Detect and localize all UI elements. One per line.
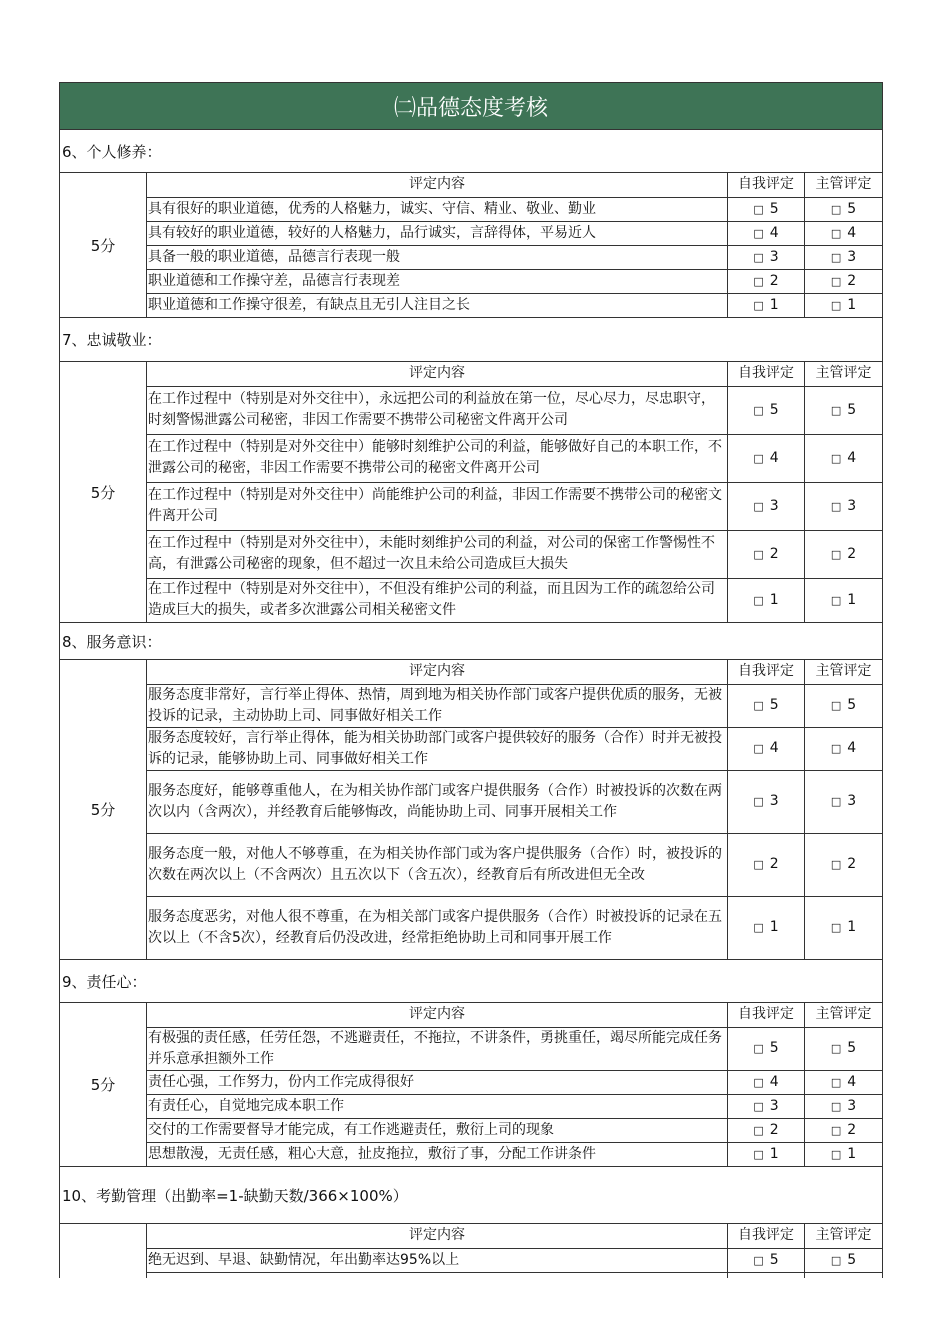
col-header-manager: 主管评定 bbox=[805, 173, 883, 197]
evaluation-sheet bbox=[59, 82, 883, 1297]
checkbox-icon[interactable]: □ bbox=[830, 451, 842, 465]
section-block bbox=[59, 362, 883, 623]
checkbox-icon[interactable]: □ bbox=[753, 795, 764, 808]
checkbox-icon[interactable]: □ bbox=[830, 921, 842, 935]
checkbox-icon[interactable]: □ bbox=[830, 1253, 842, 1267]
criteria-text: 服务态度一般，对他人不够尊重，在为相关协作部门或为客户提供服务（合作）时，被投诉的次数在两次以上（不含两次）且五次以下（含五次），经教育后有所改进但无全改 bbox=[147, 833, 728, 896]
section-title: 6、个人修养： bbox=[59, 130, 883, 173]
self-rating-option[interactable]: □ 1 bbox=[728, 896, 805, 959]
checkbox-icon[interactable]: □ bbox=[753, 226, 764, 240]
checkbox-icon[interactable]: □ bbox=[753, 1123, 764, 1137]
manager-rating-option[interactable]: □ 1 bbox=[805, 293, 883, 317]
checkbox-icon[interactable]: □ bbox=[753, 1253, 764, 1267]
checkbox-icon[interactable]: □ bbox=[753, 298, 764, 312]
col-header-content: 评定内容 bbox=[147, 173, 728, 197]
criteria-text: 在工作过程中（特别是对外交往中）能够时刻维护公司的利益，能够做好自己的本职工作，不泄露公司的秘密，非因工作需要不携带公司的秘密文件离开公司 bbox=[147, 434, 728, 482]
checkbox-icon[interactable]: □ bbox=[830, 1075, 842, 1089]
section-block bbox=[59, 1003, 883, 1167]
checkbox-icon[interactable]: □ bbox=[753, 403, 764, 417]
section-title: 10、考勤管理（出勤率=1-缺勤天数/366×100%） bbox=[59, 1167, 883, 1224]
criteria-text: 职业道德和工作操守差，品德言行表现差 bbox=[147, 269, 728, 293]
checkbox-icon[interactable]: □ bbox=[830, 1099, 842, 1113]
criteria-text: 在工作过程中（特别是对外交往中），不但没有维护公司的利益，而且因为工作的疏忽给公司造成巨大的损失，或者多次泄露公司相关秘密文件 bbox=[147, 578, 728, 622]
manager-rating-option[interactable]: □ 4 bbox=[805, 221, 883, 245]
criteria-table bbox=[147, 1003, 882, 1166]
checkbox-icon[interactable]: □ bbox=[830, 226, 842, 240]
col-header-self: 自我评定 bbox=[728, 660, 805, 684]
manager-rating-option[interactable]: □ 2 bbox=[805, 1118, 883, 1142]
criteria-text: 服务态度较好，言行举止得体，能为相关协助部门或客户提供较好的服务（合作）时并无被投诉的记录，能够协助上司、同事做好相关工作 bbox=[147, 727, 728, 770]
self-rating-option[interactable]: □ 4 bbox=[728, 1070, 805, 1094]
self-rating-option[interactable]: □ 1 bbox=[728, 293, 805, 317]
checkbox-icon[interactable]: □ bbox=[830, 1042, 842, 1055]
self-rating-option[interactable]: □ 5 bbox=[728, 1248, 805, 1272]
manager-rating-option[interactable]: □ 2 bbox=[805, 269, 883, 293]
checkbox-icon[interactable]: □ bbox=[753, 858, 764, 871]
manager-rating-option[interactable]: □ 2 bbox=[805, 833, 883, 896]
score-cell: 5分 bbox=[60, 660, 147, 959]
section-title: 9、责任心： bbox=[59, 960, 883, 1003]
checkbox-icon[interactable]: □ bbox=[830, 795, 842, 808]
col-header-self: 自我评定 bbox=[728, 362, 805, 386]
col-header-self: 自我评定 bbox=[728, 173, 805, 197]
checkbox-icon[interactable]: □ bbox=[753, 1147, 764, 1161]
manager-rating-option[interactable]: □ 4 bbox=[805, 727, 883, 770]
col-header-self: 自我评定 bbox=[728, 1003, 805, 1027]
col-header-manager: 主管评定 bbox=[805, 660, 883, 684]
checkbox-icon[interactable]: □ bbox=[753, 742, 764, 755]
page-bottom-margin bbox=[0, 1278, 950, 1344]
criteria-text: 思想散漫，无责任感，粗心大意，扯皮拖拉，敷衍了事，分配工作讲条件 bbox=[147, 1142, 728, 1166]
section-title: 8、服务意识： bbox=[59, 623, 883, 660]
col-header-manager: 主管评定 bbox=[805, 1224, 883, 1248]
manager-rating-option[interactable]: □ 3 bbox=[805, 245, 883, 269]
checkbox-icon[interactable]: □ bbox=[753, 1075, 764, 1089]
checkbox-icon[interactable]: □ bbox=[753, 499, 764, 513]
checkbox-icon[interactable]: □ bbox=[753, 274, 764, 288]
criteria-text: 具备一般的职业道德，品德言行表现一般 bbox=[147, 245, 728, 269]
col-header-manager: 主管评定 bbox=[805, 362, 883, 386]
criteria-table bbox=[147, 660, 882, 959]
checkbox-icon[interactable]: □ bbox=[753, 1099, 764, 1113]
checkbox-icon[interactable]: □ bbox=[830, 298, 842, 312]
criteria-text: 有极强的责任感，任劳任怨，不逃避责任，不拖拉，不讲条件，勇挑重任，竭尽所能完成任务并乐意承担额外工作 bbox=[147, 1027, 728, 1070]
checkbox-icon[interactable]: □ bbox=[830, 858, 842, 871]
self-rating-option[interactable]: □ 4 bbox=[728, 221, 805, 245]
self-rating-option[interactable]: □ 5 bbox=[728, 197, 805, 221]
checkbox-icon[interactable]: □ bbox=[753, 1042, 764, 1055]
self-rating-option[interactable]: □ 3 bbox=[728, 245, 805, 269]
section-block bbox=[59, 173, 883, 318]
criteria-text: 服务态度非常好，言行举止得体、热情，周到地为相关协作部门或客户提供优质的服务，无被投诉的记录，主动协助上司、同事做好相关工作 bbox=[147, 684, 728, 727]
sheet-title: ㈡品德态度考核 bbox=[59, 82, 883, 130]
checkbox-icon[interactable]: □ bbox=[830, 250, 842, 264]
criteria-text: 具有很好的职业道德，优秀的人格魅力，诚实、守信、精业、敬业、勤业 bbox=[147, 197, 728, 221]
checkbox-icon[interactable]: □ bbox=[753, 547, 764, 561]
manager-rating-option[interactable]: □ 5 bbox=[805, 1248, 883, 1272]
checkbox-icon[interactable]: □ bbox=[753, 250, 764, 264]
self-rating-option[interactable]: □ 5 bbox=[728, 684, 805, 727]
col-header-self: 自我评定 bbox=[728, 1224, 805, 1248]
self-rating-option[interactable]: □ 4 bbox=[728, 727, 805, 770]
self-rating-option[interactable]: □ 2 bbox=[728, 530, 805, 578]
col-header-content: 评定内容 bbox=[147, 660, 728, 684]
manager-rating-option[interactable]: □ 5 bbox=[805, 386, 883, 434]
criteria-text: 在工作过程中（特别是对外交往中），永远把公司的利益放在第一位，尽心尽力，尽忠职守，时刻警惕泄露公司秘密，非因工作需要不携带公司秘密文件离开公司 bbox=[147, 386, 728, 434]
criteria-text: 在工作过程中（特别是对外交往中）尚能维护公司的利益，非因工作需要不携带公司的秘密文件离开公司 bbox=[147, 482, 728, 530]
checkbox-icon[interactable]: □ bbox=[753, 699, 764, 712]
checkbox-icon[interactable]: □ bbox=[830, 1147, 842, 1161]
manager-rating-option[interactable]: □ 1 bbox=[805, 1142, 883, 1166]
score-cell: 5分 bbox=[60, 1003, 147, 1166]
self-rating-option[interactable]: □ 3 bbox=[728, 770, 805, 833]
manager-rating-option[interactable]: □ 5 bbox=[805, 684, 883, 727]
self-rating-option[interactable]: □ 3 bbox=[728, 1094, 805, 1118]
criteria-text: 职业道德和工作操守很差，有缺点且无引人注目之长 bbox=[147, 293, 728, 317]
self-rating-option[interactable]: □ 5 bbox=[728, 1027, 805, 1070]
checkbox-icon[interactable]: □ bbox=[830, 547, 842, 561]
self-rating-option[interactable]: □ 3 bbox=[728, 482, 805, 530]
manager-rating-option[interactable]: □ 4 bbox=[805, 434, 883, 482]
checkbox-icon[interactable]: □ bbox=[830, 403, 842, 417]
self-rating-option[interactable]: □ 4 bbox=[728, 434, 805, 482]
self-rating-option[interactable]: □ 2 bbox=[728, 1118, 805, 1142]
manager-rating-option[interactable]: □ 5 bbox=[805, 197, 883, 221]
checkbox-icon[interactable]: □ bbox=[753, 921, 764, 935]
manager-rating-option[interactable]: □ 3 bbox=[805, 482, 883, 530]
criteria-text: 责任心强，工作努力，份内工作完成得很好 bbox=[147, 1070, 728, 1094]
self-rating-option[interactable]: □ 1 bbox=[728, 1142, 805, 1166]
manager-rating-option[interactable]: □ 3 bbox=[805, 770, 883, 833]
score-cell: 5分 bbox=[60, 362, 147, 622]
criteria-table bbox=[147, 362, 882, 622]
criteria-text: 绝无迟到、早退、缺勤情况，年出勤率达95%以上 bbox=[147, 1248, 728, 1272]
manager-rating-option[interactable]: □ 4 bbox=[805, 1070, 883, 1094]
checkbox-icon[interactable]: □ bbox=[830, 593, 842, 607]
section-block bbox=[59, 660, 883, 960]
criteria-text: 服务态度好，能够尊重他人，在为相关协作部门或客户提供服务（合作）时被投诉的次数在两次以内（含两次），并经教育后能够悔改，尚能协助上司、同事开展相关工作 bbox=[147, 770, 728, 833]
checkbox-icon[interactable]: □ bbox=[830, 499, 842, 513]
col-header-manager: 主管评定 bbox=[805, 1003, 883, 1027]
checkbox-icon[interactable]: □ bbox=[830, 742, 842, 755]
self-rating-option[interactable]: □ 2 bbox=[728, 269, 805, 293]
self-rating-option[interactable]: □ 2 bbox=[728, 833, 805, 896]
self-rating-option[interactable]: □ 5 bbox=[728, 386, 805, 434]
checkbox-icon[interactable]: □ bbox=[830, 1123, 842, 1137]
criteria-table bbox=[147, 173, 882, 317]
manager-rating-option[interactable]: □ 1 bbox=[805, 578, 883, 622]
criteria-text: 有责任心，自觉地完成本职工作 bbox=[147, 1094, 728, 1118]
section-title: 7、忠诚敬业： bbox=[59, 318, 883, 362]
col-header-content: 评定内容 bbox=[147, 362, 728, 386]
col-header-content: 评定内容 bbox=[147, 1003, 728, 1027]
checkbox-icon[interactable]: □ bbox=[753, 451, 764, 465]
manager-rating-option[interactable]: □ 3 bbox=[805, 1094, 883, 1118]
criteria-text: 在工作过程中（特别是对外交往中），未能时刻维护公司的利益，对公司的保密工作警惕性不高，有泄露公司秘密的现象，但不超过一次且未给公司造成巨大损失 bbox=[147, 530, 728, 578]
criteria-text: 具有较好的职业道德，较好的人格魅力，品行诚实，言辞得体，平易近人 bbox=[147, 221, 728, 245]
checkbox-icon[interactable]: □ bbox=[753, 202, 764, 216]
manager-rating-option[interactable]: □ 5 bbox=[805, 1027, 883, 1070]
self-rating-option[interactable]: □ 1 bbox=[728, 578, 805, 622]
criteria-text: 服务态度恶劣，对他人很不尊重，在为相关部门或客户提供服务（合作）时被投诉的记录在五次以上（不含5次），经教育后仍没改进，经常拒绝协助上司和同事开展工作 bbox=[147, 896, 728, 959]
score-cell: 5分 bbox=[60, 173, 147, 317]
manager-rating-option[interactable]: □ 2 bbox=[805, 530, 883, 578]
checkbox-icon[interactable]: □ bbox=[830, 699, 842, 712]
manager-rating-option[interactable]: □ 1 bbox=[805, 896, 883, 959]
checkbox-icon[interactable]: □ bbox=[830, 274, 842, 288]
checkbox-icon[interactable]: □ bbox=[753, 593, 764, 607]
checkbox-icon[interactable]: □ bbox=[830, 202, 842, 216]
criteria-text: 交付的工作需要督导才能完成，有工作逃避责任，敷衍上司的现象 bbox=[147, 1118, 728, 1142]
col-header-content: 评定内容 bbox=[147, 1224, 728, 1248]
